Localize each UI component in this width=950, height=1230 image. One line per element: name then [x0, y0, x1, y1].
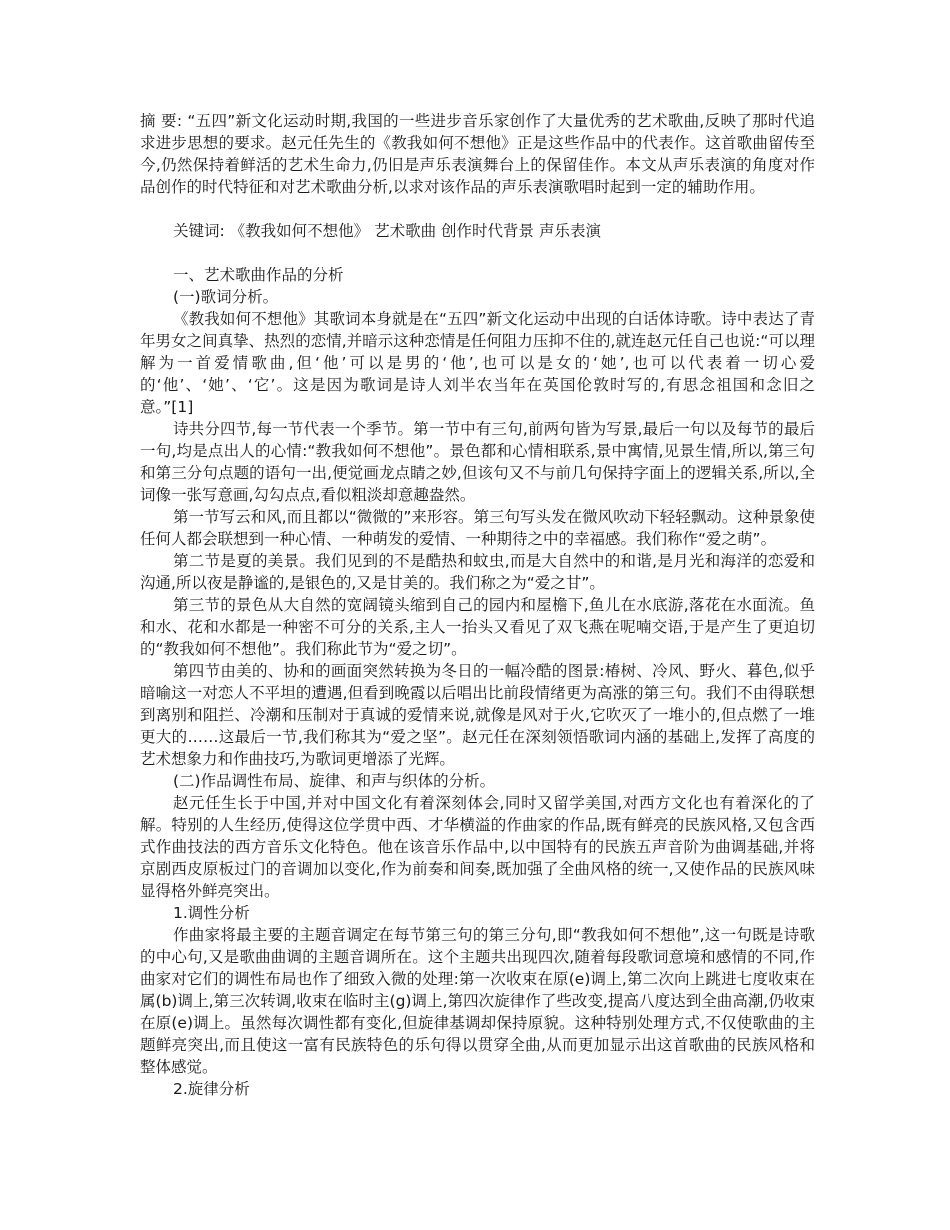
paragraph: 作曲家将最主要的主题音调定在每节第三句的第三分句,即“教我如何不想他”,这一句既是诗歌的中心句,又是歌曲曲调的主题音调所在。这个主题共出现四次,随着每段歌词意境和感情的不同,作曲家对它们的调性布局也作了细致入微的处理:第一次收束在原(e)调上,第二次向上跳进七度收束在属(b)调上,第三次转调,收束在临时主(g)调上,第四次旋律作了些改变,提高八度达到全曲高潮,仍收束在原(e)调上。虽然每次调性都有变化,但旋律基调却保持原貌。这种特别处理方式,不仅使歌曲的主题鲜亮突出,而且使这一富有民族特色的乐句得以贯穿全曲,从而更加显示出这首歌曲的民族风格和整体感觉。 — [140, 926, 815, 1076]
keyword-item: 《教我如何不想他》 — [229, 222, 370, 240]
abstract-text: “五四”新文化运动时期,我国的一些进步音乐家创作了大量优秀的艺术歌曲,反映了那时代追求进步思想的要求。赵元任先生的《教我如何不想他》正是这些作品中的代表作。这首歌曲留传至今,仍然保持着鲜活的艺术生命力,仍旧是声乐表演舞台上的保留佳作。本文从声乐表演的角度对作品创作的时代特征和对艺术歌曲分析,以求对该作品的声乐表演歌唱时起到一定的辅助作用。 — [140, 112, 816, 196]
subsection-heading: 1.调性分析 — [173, 904, 250, 922]
keyword-item: 艺术歌曲 — [369, 222, 437, 240]
paragraph: 第一节写云和风,而且都以“微微的”来形容。第三句写头发在微风吹动下轻轻飘动。这种景象使任何人都会联想到一种心情、一种萌发的爱情、一种期待之中的幸福感。我们称作“爱之萌”。 — [140, 508, 815, 548]
keywords — [140, 220, 815, 242]
paragraph: 第三节的景色从大自然的宽阔镜头缩到自己的园内和屋檐下,鱼儿在水底游,落花在水面流。鱼和水、花和水都是一种密不可分的关系,主人一抬头又看见了双飞燕在呢喃交语,于是产生了更迫切的“教我如何不想他”。我们称此节为“爱之切”。 — [140, 596, 815, 658]
subsection-heading: 2.旋律分析 — [173, 1080, 250, 1098]
paragraph: 赵元任生长于中国,并对中国文化有着深刻体会,同时又留学美国,对西方文化也有着深化的了解。特别的人生经历,使得这位学贯中西、才华横溢的作曲家的作品,既有鲜亮的民族风格,又包含西式作曲技法的西方音乐文化特色。他在该音乐作品中,以中国特有的民族五声音阶为曲调基础,并将京剧西皮原板过门的音调加以变化,作为前奏和间奏,既加强了全曲风格的统一,又使作品的民族风味显得格外鲜亮突出。 — [140, 794, 815, 900]
paragraph: 第二节是夏的美景。我们见到的不是酷热和蚊虫,而是大自然中的和谐,是月光和海洋的恋爱和沟通,所以夜是静谧的,是银色的,又是甘美的。我们称之为“爱之甘”。 — [140, 552, 815, 592]
subsection-heading: (一)歌词分析。 — [173, 288, 279, 306]
paragraph: 《教我如何不想他》其歌词本身就是在“五四”新文化运动中出现的白话体诗歌。诗中表达了青年男女之间真挚、热烈的恋情,并暗示这种恋情是任何阻力压抑不住的,就连赵元任自己也说:“可以理解为一首爱情歌曲,但‘他’可以是男的‘他’,也可以是女的‘她’,也可以代表着一切心爱的‘他’、‘她’、‘它’。这是因为歌词是诗人刘半农当年在英国伦敦时写的,有思念祖国和念旧之意。”[1] — [140, 310, 815, 416]
document-body — [140, 110, 815, 1100]
paragraph: 第四节由美的、协和的画面突然转换为冬日的一幅冷酷的图景:椿树、冷风、野火、暮色,似乎暗喻这一对恋人不平坦的遭遇,但看到晚霞以后唱出比前段情绪更为高涨的第三句。我们不由得联想到离别和阻拦、冷潮和压制对于真诚的爱情来说,就像是风对于火,它吹灭了一堆小的,但点燃了一堆更大的……这最后一节,我们称其为“爱之坚”。赵元任在深刻领悟歌词内涵的基础上,发挥了高度的艺术想象力和作曲技巧,为歌词更增添了光辉。 — [140, 662, 815, 768]
paragraph: 诗共分四节,每一节代表一个季节。第一节中有三句,前两句皆为写景,最后一句以及每节的最后一句,均是点出人的心情:“教我如何不想他”。景色都和心情相联系,景中寓情,见景生情,所以,第三句和第三分句点题的语句一出,便觉画龙点睛之妙,但该句又不与前几句保持字面上的逻辑关系,所以,全词像一张写意画,勾勾点点,看似粗淡却意趣盎然。 — [140, 420, 815, 504]
keyword-item: 声乐表演 — [534, 222, 601, 240]
abstract-label: 摘 要: — [140, 112, 188, 130]
keywords-label: 关键词: — [173, 222, 230, 240]
section-heading: 一、艺术歌曲作品的分析 — [173, 266, 344, 284]
abstract — [140, 110, 815, 198]
subsection-heading: (二)作品调性布局、旋律、和声与织体的分析。 — [173, 772, 496, 790]
keyword-item: 创作时代背景 — [436, 222, 535, 240]
